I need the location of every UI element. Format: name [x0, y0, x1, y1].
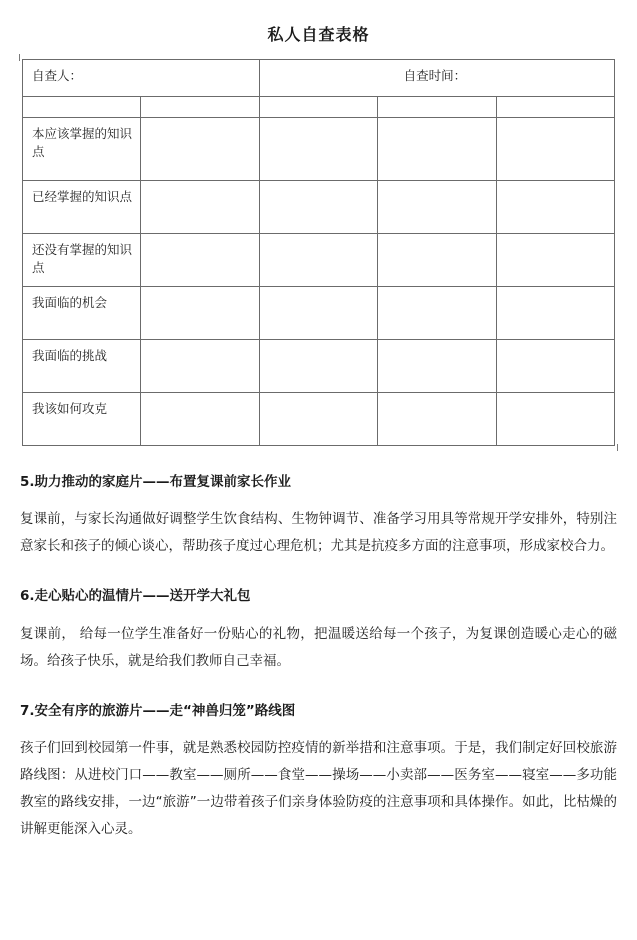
table-cell	[259, 287, 377, 340]
table-cell-inspect-time-label	[259, 60, 614, 97]
section-heading-6: 6.走心贴心的温情片——送开学大礼包	[20, 588, 251, 605]
corner-mark-bottom-right	[610, 444, 618, 451]
table-cell	[141, 97, 259, 118]
table-cell	[496, 181, 614, 234]
table-cell	[496, 97, 614, 118]
table-cell	[496, 393, 614, 446]
table-cell-label	[23, 97, 141, 118]
table-cell-label: 我面临的机会	[23, 287, 141, 340]
table-cell-label: 本应该掌握的知识点	[23, 118, 141, 181]
table-cell	[259, 97, 377, 118]
table-cell-inspector-label	[23, 60, 260, 97]
table-row	[23, 393, 615, 446]
inspect-time-label: 自查时间：	[403, 68, 467, 83]
table-cell	[496, 118, 614, 181]
table-cell	[496, 340, 614, 393]
table-row-header	[23, 60, 615, 97]
table-row	[23, 234, 615, 287]
table-cell	[378, 234, 496, 287]
table-cell	[259, 234, 377, 287]
table-cell	[496, 287, 614, 340]
table-cell	[141, 340, 259, 393]
table-cell	[141, 287, 259, 340]
page-title: 私人自查表格	[267, 25, 370, 44]
table-cell	[378, 287, 496, 340]
table-cell	[496, 234, 614, 287]
table-cell	[378, 181, 496, 234]
self-check-table	[22, 59, 615, 446]
table-cell	[141, 118, 259, 181]
table-cell	[141, 234, 259, 287]
table-cell	[378, 118, 496, 181]
table-cell	[141, 181, 259, 234]
table-row	[23, 340, 615, 393]
section-heading-5: 5.助力推动的家庭片——布置复课前家长作业	[20, 474, 292, 490]
table-cell	[378, 97, 496, 118]
table-cell	[141, 393, 259, 446]
section-body-5: 复课前，与家长沟通做好调整学生饮食结构、生物钟调节、准备学习用具等常规开学安排外，特别注意家长和孩子的倾心谈心，帮助孩子度过心理危机；尤其是抗疫多方面的注意事项，形成家校合力。	[20, 511, 617, 555]
table-cell	[378, 340, 496, 393]
inspector-label: 自查人：	[32, 68, 83, 83]
table-cell	[259, 393, 377, 446]
table-cell-label: 我该如何攻克	[23, 393, 141, 446]
section-body-6: 复课前， 给每一位学生准备好一份贴心的礼物，把温暖送给每一个孩子，为复课创造暖心走心的磁场。给孩子快乐，就是给我们教师自己幸福。	[20, 625, 617, 669]
self-check-table-wrapper	[22, 59, 615, 446]
corner-mark-top-left	[19, 54, 27, 61]
table-row	[23, 181, 615, 234]
table-cell-label: 我面临的挑战	[23, 340, 141, 393]
table-row	[23, 118, 615, 181]
table-row	[23, 287, 615, 340]
table-cell	[259, 340, 377, 393]
table-cell-label: 已经掌握的知识点	[23, 181, 141, 234]
table-cell	[259, 181, 377, 234]
table-cell	[378, 393, 496, 446]
section-body-7: 孩子们回到校园第一件事，就是熟悉校园防控疫情的新举措和注意事项。于是，我们制定好回校旅游路线图：从进校门口——教室——厕所——食堂——操场——小卖部——医务室——寝室——多功能教室的路线安排，一边“旅游”一边带着孩子们亲身体验防疫的注意事项和具体操作。如此，比枯燥的讲解更能深入心灵。	[20, 739, 617, 837]
table-cell-label: 还没有掌握的知识点	[23, 234, 141, 287]
table-cell	[259, 118, 377, 181]
table-row	[23, 97, 615, 118]
section-heading-7: 7.安全有序的旅游片——走“神兽归笼”路线图	[20, 702, 296, 719]
